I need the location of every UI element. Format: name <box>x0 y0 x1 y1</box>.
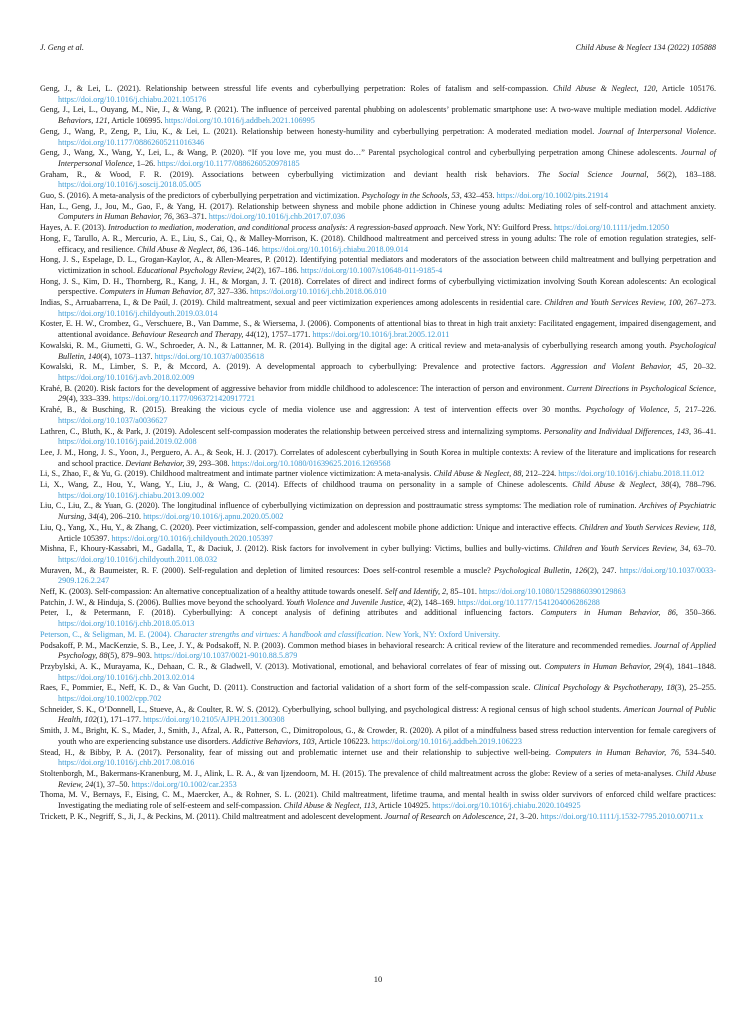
journal-title: Computers in Human Behavior, 76 <box>58 212 172 222</box>
doi-link[interactable]: https://doi.org/10.1177/0963721420917721 <box>112 394 255 404</box>
reference-entry <box>40 319 716 340</box>
reference-text: , Article 106223. <box>314 736 372 746</box>
reference-text: (4), 333–339. <box>66 394 113 404</box>
doi-link[interactable]: https://doi.org/10.1016/j.chb.2013.02.014 <box>58 672 195 682</box>
doi-link[interactable]: https://doi.org/10.1111/j.1532-7795.2010.00711.x <box>540 811 704 821</box>
doi-link[interactable]: https://doi.org/10.1016/j.brat.2005.12.011 <box>312 330 450 340</box>
reference-entry <box>40 277 716 298</box>
doi-link[interactable]: https://doi.org/10.1016/j.addbeh.2021.106995 <box>164 116 315 126</box>
reference-text: Peter, I., & Petermann, F. (2018). Cyberbullying: A concept analysis of defining attributes and additional influencing factors. <box>40 608 541 618</box>
journal-title: Journal of Interpersonal Violence <box>58 148 716 168</box>
linked-book-title[interactable]: Character strengths and virtues: A handbook and classification <box>173 629 382 639</box>
reference-entry <box>40 298 716 319</box>
reference-text: , Article 106995. <box>107 116 165 126</box>
doi-link[interactable]: https://doi.org/10.2105/AJPH.2011.300308 <box>143 715 285 725</box>
journal-title: Computers in Human Behavior, 76 <box>555 747 679 757</box>
reference-text: Han, L., Geng, J., Jou, M., Gao, F., & Yang, H. (2017). Relationship between shyness and mobile phone addiction in Chinese young adults: Mediating roles of self-control and attachment anxiety. <box>40 201 716 211</box>
reference-text: , 267–273. <box>680 298 716 308</box>
reference-text: , 136–146. <box>224 244 262 254</box>
reference-text: Kowalski, R. M., Giumetti, G. W., Schroeder, A. N., & Lattanner, M. R. (2014). Bullying in the digital age: A critical review and meta-analysis of cyberbullying research among youth. <box>40 340 670 350</box>
reference-text: Stoltenborgh, M., Bakermans-Kranenburg, M. J., Alink, L. R. A., & van Ijzendoorn, M. H. (2015). The prevalence of child maltreatment across the globe: Review of a series of meta-analyses. <box>40 769 676 778</box>
reference-entry <box>40 427 716 448</box>
reference-entry <box>40 598 716 609</box>
reference-entry <box>40 544 716 565</box>
reference-text: , 432–453. <box>459 191 497 201</box>
reference-text: , Article 105397. <box>58 522 716 543</box>
journal-title: Journal of Research on Adolescence, 21 <box>384 811 516 821</box>
reference-text: , 85–101. <box>446 587 479 597</box>
reference-text: (4), 788–796. <box>669 480 717 490</box>
reference-entry <box>40 748 716 769</box>
reference-text: , 212–224. <box>521 469 559 479</box>
reference-entry <box>40 170 716 191</box>
reference-text: Lathren, C., Bluth, K., & Park, J. (2019). Adolescent self-compassion moderates the relationship between perceived stress and internalizing symptoms. <box>40 426 544 436</box>
doi-link[interactable]: https://doi.org/10.1016/j.chb.2017.08.016 <box>58 758 195 768</box>
doi-link[interactable]: https://doi.org/10.1016/j.chiabu.2021.105176 <box>58 94 207 104</box>
reference-text: . New York, NY: Guilford Press. <box>445 223 554 233</box>
journal-title: Addictive Behaviors, 121 <box>58 105 716 126</box>
reference-text: Li, X., Wang, Z., Hou, Y., Wang, Y., Liu, J., & Wang, C. (2014). Effects of childhood trauma on personality in a sample of Chinese adolescents. <box>40 480 573 490</box>
doi-link[interactable]: https://doi.org/10.1111/jedm.12050 <box>553 223 670 233</box>
journal-title: Self and Identify, 2 <box>384 587 447 597</box>
reference-text: (1), 171–177. <box>96 715 144 725</box>
journal-title: Psychology in the Schools, 53 <box>361 191 460 201</box>
journal-title: Psychology of Violence, 5 <box>585 405 679 415</box>
reference-text: Thoma, M. V., Bernays, F., Eising, C. M., Maercker, A., & Rohner, S. L. (2021). Child maltreatment, lifetime trauma, and mental health in swiss older survivors of enforced child welfare practices: Investigating the mediating role of self-esteem and self-compassion. <box>40 790 716 811</box>
doi-link[interactable]: https://doi.org/10.1037/0021-9010.88.5.879 <box>153 651 298 661</box>
reference-text: Geng, J., Wang, P., Zeng, P., Liu, K., & Lei, L. (2021). Relationship between honesty-humility and cyberbullying perpetration: A moderated mediation model. <box>40 126 599 136</box>
doi-link[interactable]: Peterson, C., & Seligman, M. E. (2004). <box>40 629 174 639</box>
doi-link[interactable]: https://doi.org/10.1016/j.chiabu.2018.11.012 <box>558 469 705 479</box>
journal-title: Child Abuse Review, 24 <box>58 769 716 789</box>
reference-text: , 36–41. <box>689 426 716 436</box>
journal-title: Child Abuse & Neglect, 120 <box>552 84 656 93</box>
journal-title: Archives of Psychiatric Nursing, 34 <box>58 501 716 522</box>
page-number: 10 <box>373 974 383 984</box>
reference-text: Krahé, B., & Busching, R. (2015). Breaking the vicious cycle of media violence use and aggression: A test of intervention effects over 30 months. <box>40 405 586 415</box>
reference-entry <box>40 362 716 383</box>
reference-entry <box>40 812 716 823</box>
journal-title: Educational Psychology Review, 24 <box>137 265 255 275</box>
journal-title: Deviant Behavior, 39 <box>125 458 195 468</box>
doi-link[interactable]: https://doi.org/10.1037/0033-2909.126.2.247 <box>58 565 717 586</box>
reference-text: Li, S., Zhao, F., & Yu, G. (2019). Childhood maltreatment and intimate partner violence victimization: A meta-analysis. <box>40 469 434 479</box>
journal-title: Children and Youth Services Review, 34 <box>553 544 689 554</box>
doi-link[interactable]: https://doi.org/10.1007/s10648-011-9185-4 <box>300 265 443 275</box>
reference-text: Podsakoff, P. M., MacKenzie, S. B., Lee, J. Y., & Podsakoff, N. P. (2003). Common method biases in behavioral research: A critical review of the literature and recommended remedies. <box>40 640 655 650</box>
journal-title: Aggression and Violent Behavior, 45 <box>550 362 686 372</box>
journal-title: Current Directions in Psychological Science, 29 <box>58 383 716 404</box>
reference-entry <box>40 255 716 276</box>
reference-text: Schneider, S. K., O’Donnell, L., Stueve, A., & Coulter, R. W. S. (2012). Cyberbullying, school bullying, and psychological distress: A regional census of high school students. <box>40 704 624 714</box>
reference-text: , 363–371. <box>171 212 209 222</box>
reference-entry <box>40 501 716 522</box>
journal-title: Psychological Bulletin, 140 <box>58 340 716 361</box>
doi-link[interactable]: https://doi.org/10.1016/j.addbeh.2019.106223 <box>371 736 522 746</box>
reference-text: Patchin, J. W., & Hinduja, S. (2006). Bullies move beyond the schoolyard. <box>40 597 287 607</box>
journal-title: Clinical Psychology & Psychotherapy, 18 <box>533 683 675 693</box>
page-header <box>40 43 716 53</box>
reference-text: , 534–540. <box>678 747 717 757</box>
reference-entry <box>40 523 716 544</box>
reference-text: Hong, F., Tarullo, A. R., Mercurio, A. E., Liu, S., Cai, Q., & Malley-Morrison, K. (2018). Childhood maltreatment and perceived stress in young adults: The role of emotion regulation strategies, self-efficacy, and resilience. <box>40 233 716 254</box>
doi-link[interactable]: https://doi.org/10.1016/j.soscij.2018.05.005 <box>58 180 202 190</box>
reference-text: Smith, J. M., Bright, K. S., Mader, J., Smith, J., Afzal, A. R., Patterson, C., Dimitropolous, G., & Crowder, R. (2020). A pilot of a mindfulness based stress reduction intervention for female caregivers of youth who are experiencing substance use disorders. <box>40 726 716 746</box>
journal-title: Behaviour Research and Therapy, 44 <box>131 330 254 340</box>
reference-text: Hayes, A. F. (2013). <box>40 223 109 233</box>
reference-text: , 293–308. <box>194 458 232 468</box>
reference-text: Hong, J. S., Espelage, D. L., Grogan-Kaylor, A., & Allen-Meares, P. (2012). Identifying potential mediators and moderators of the association between child maltreatment and bullying perpetration and victimization in school. <box>40 255 716 275</box>
doi-link[interactable]: https://doi.org/10.1016/j.childyouth.2020.105397 <box>111 533 273 543</box>
reference-entry <box>40 127 716 148</box>
reference-text: Muraven, M., & Baumeister, R. F. (2000). Self-regulation and depletion of limited resources: Does self-control resemble a muscle? <box>40 565 494 575</box>
journal-title: Child Abuse & Neglect, 113 <box>283 801 376 811</box>
reference-text: . <box>713 126 716 136</box>
reference-text: Przybylski, A. K., Murayama, K., Dehaan, C. R., & Gladwell, V. (2013). Motivational, emotional, and behavioral correlates of fear of missing out. <box>40 661 545 671</box>
journal-title: Children and Youth Services Review, 118 <box>579 522 714 532</box>
reference-entry <box>40 662 716 683</box>
doi-link[interactable]: https://doi.org/10.1002/pits.21914 <box>496 191 609 201</box>
reference-text: Stead, H., & Bibby, P. A. (2017). Personality, fear of missing out and problematic internet use and their relationship to subjective well-being. <box>40 747 556 757</box>
doi-link[interactable]: https://doi.org/10.1016/j.chb.2017.07.036 <box>208 212 346 222</box>
reference-text: , Article 104925. <box>375 801 433 811</box>
reference-text: (12), 1757–1771. <box>253 330 313 340</box>
journal-title: Addictive Behaviors, 103 <box>232 736 315 746</box>
doi-link[interactable]: https://doi.org/10.1080/01639625.2016.1269568 <box>231 458 391 468</box>
reference-text: Hong, J. S., Kim, D. H., Thornberg, R., Kang, J. H., & Morgan, J. T. (2018). Correlates of direct and indirect forms of cyberbullying victimization involving South Korean adolescents: An ecological perspective. <box>40 276 716 297</box>
reference-text: (4), 1841–1848. <box>662 661 717 671</box>
reference-text: Geng, J., Lei, L., Ouyang, M., Nie, J., & Wang, P. (2021). The influence of perceived parental phubbing on adolescents’ problematic smartphone use: A two-wave multiple mediation model. <box>40 105 686 115</box>
reference-text: Graham, R., & Wood, F. R. (2019). Associations between cyberbullying victimization and deviant health risk behaviors. <box>40 169 538 179</box>
reference-text: , 350–366. <box>675 608 717 618</box>
reference-entry <box>40 223 716 234</box>
reference-entry <box>40 790 716 811</box>
reference-entry <box>40 234 716 255</box>
doi-link[interactable]: https://doi.org/10.1177/08862605211016346 <box>58 137 205 147</box>
reference-text: Indias, S., Arruabarrena, I., & De Paúl, J. (2019). Child maltreatment, sexual and peer victimization experiences among adolescents in residential care. <box>40 298 545 308</box>
doi-link[interactable]: https://doi.org/10.1016/j.avb.2018.02.009 <box>58 372 195 382</box>
reference-text: Geng, J., & Lei, L. (2021). Relationship between stressful life events and cyberbullying perpetration: Roles of fatalism and self-compassion. <box>40 84 553 93</box>
reference-entry <box>40 469 716 480</box>
reference-text: (5), 879–903. <box>107 651 154 661</box>
journal-title: Psychological Bulletin, 126 <box>494 565 588 575</box>
reference-text: Geng, J., Wang, X., Wang, Y., Lei, L., & Wang, P. (2020). “If you love me, you must do…” Parental psychological control and cyberbullying perpetration among Chinese adolescents. <box>40 148 681 158</box>
reference-text: Liu, Q., Yang, X., Hu, Y., & Zhang, C. (2020). Peer victimization, self-compassion, gender and adolescent mobile phone addiction: Unique and interactive effects. <box>40 522 580 532</box>
reference-entry <box>40 769 716 790</box>
page-footer <box>0 974 756 984</box>
reference-text: , 1–26. <box>132 158 158 168</box>
running-head-author: J. Geng et al. <box>40 43 84 52</box>
journal-title: Computers in Human Behavior, 87 <box>99 287 214 297</box>
reference-text: (2), 247. <box>587 565 620 575</box>
reference-entry <box>40 448 716 469</box>
reference-entry <box>40 566 716 587</box>
doi-link[interactable]: https://doi.org/10.1016/j.chiabu.2018.09.014 <box>261 244 409 254</box>
reference-text: Neff, K. (2003). Self-compassion: An alternative conceptualization of a healthy attitude towards oneself. <box>40 587 385 597</box>
doi-link[interactable]: https://doi.org/10.1016/j.chiabu.2013.09.002 <box>58 490 205 500</box>
reference-entry <box>40 341 716 362</box>
reference-text: , 20–32. <box>685 362 716 372</box>
reference-text: Mishna, F., Khoury-Kassabri, M., Gadalla, T., & Daciuk, J. (2012). Risk factors for involvement in cyber bullying: Victims, bullies and bully-victims. <box>40 544 554 554</box>
reference-entry <box>40 405 716 426</box>
reference-text: , 3–20. <box>515 811 541 821</box>
reference-text: , 217–226. <box>678 405 716 415</box>
doi-link[interactable]: https://doi.org/10.1016/j.childyouth.2011.08.032 <box>58 554 218 564</box>
reference-text: (2), 183–188. <box>665 169 717 179</box>
reference-entry <box>40 191 716 202</box>
reference-text: Guo, S. (2016). A meta-analysis of the predictors of cyberbullying perpetration and victimization. <box>40 191 362 201</box>
reference-entry <box>40 480 716 501</box>
reference-entry <box>40 683 716 704</box>
references-list <box>40 84 716 823</box>
reference-entry <box>40 148 716 169</box>
journal-title: Introduction to mediation, moderation, and conditional process analysis: A regression-based approach <box>108 223 446 233</box>
reference-text: (3), 25–255. <box>674 683 716 693</box>
reference-text: Krahé, B. (2020). Risk factors for the development of aggressive behavior from middle childhood to adolescence: The interaction of person and environment. <box>40 383 567 393</box>
journal-title: Child Abuse & Neglect, 86 <box>137 244 225 254</box>
reference-text: (2), 148–169. <box>411 597 458 607</box>
reference-entry <box>40 726 716 747</box>
reference-text: Liu, C., Liu, Z., & Yuan, G. (2020). The longitudinal influence of cyberbullying victimization on depression and posttraumatic stress symptoms: The mediation role of rumination. <box>40 501 640 511</box>
doi-link[interactable]: https://doi.org/10.1016/j.childyouth.2019.03.014 <box>58 308 218 318</box>
journal-title: Personality and Individual Differences, 143 <box>543 426 690 436</box>
doi-link[interactable]: https://doi.org/10.1002/cpp.702 <box>58 694 162 704</box>
reference-text: , 63–70. <box>688 544 716 554</box>
doi-link[interactable]: https://doi.org/10.1037/a0035618 <box>154 351 265 361</box>
doi-link[interactable]: https://doi.org/10.1002/car.2353 <box>131 779 237 789</box>
reference-text: (4), 1073–1137. <box>100 351 155 361</box>
journal-title: Children and Youth Services Review, 100 <box>544 298 681 308</box>
reference-text: (2), 167–186. <box>254 265 301 275</box>
journal-title: Child Abuse & Neglect, 88 <box>433 469 522 479</box>
running-head-journal: Child Abuse & Neglect 134 (2022) 105888 <box>575 43 716 52</box>
doi-link[interactable]: https://doi.org/10.1016/j.chb.2018.05.013 <box>58 619 195 629</box>
reference-text: Trickett, P. K., Negriff, S., Ji, J., & Peckins, M. (2011). Child maltreatment and adolescent development. <box>40 811 385 821</box>
reference-entry <box>40 608 716 629</box>
journal-title: Journal of Interpersonal Violence <box>598 126 714 136</box>
journal-title: The Social Science Journal, 56 <box>537 169 666 179</box>
reference-entry <box>40 705 716 726</box>
reference-entry <box>40 202 716 223</box>
doi-link[interactable]: https://doi.org/10.1016/j.chiabu.2020.104925 <box>432 801 581 811</box>
reference-entry <box>40 105 716 126</box>
journal-title: Computers in Human Behavior, 86 <box>540 608 676 618</box>
doi-link[interactable]: https://doi.org/10.1177/1541204006286288 <box>457 597 600 607</box>
doi-link[interactable]: . New York, NY: Oxford University. <box>381 629 501 639</box>
reference-text: , 327–336. <box>213 287 251 297</box>
reference-entry <box>40 384 716 405</box>
journal-title: Journal of Applied Psychology, 88 <box>58 640 716 661</box>
reference-text: Koster, E. H. W., Crombez, G., Verschuere, B., Van Damme, S., & Wiersema, J. (2006). Components of attentional bias to threat in high trait anxiety: Facilitated engagement, impaired disengagement, and attentional avoidance. <box>40 319 716 340</box>
reference-text: Kowalski, R. M., Limber, S. P., & Mccord, A. (2019). A developmental approach to cyberbullying: Prevalence and protective factors. <box>40 362 551 372</box>
doi-link[interactable]: https://doi.org/10.1016/j.chb.2018.06.010 <box>250 287 387 297</box>
doi-link[interactable]: https://doi.org/10.1177/0886260520978185 <box>157 158 300 168</box>
journal-title: American Journal of Public Health, 102 <box>58 704 716 725</box>
doi-link[interactable]: https://doi.org/10.1080/15298860390129863 <box>478 587 626 597</box>
reference-text: Raes, F., Pommier, E., Neff, K. D., & Van Gucht, D. (2011). Construction and factorial validation of a short form of the self-compassion scale. <box>40 683 534 693</box>
journal-title: Youth Violence and Juvenile Justice, 4 <box>286 597 412 607</box>
reference-text: (1), 37–50. <box>93 779 132 789</box>
reference-text: , Article 105176. <box>655 84 716 93</box>
doi-link[interactable]: https://doi.org/10.1037/a0036627 <box>58 415 168 425</box>
reference-text: Lee, J. M., Hong, J. S., Yoon, J., Perguero, A. A., & Seok, H. J. (2017). Correlates of adolescent cyberbullying in South Korea in multiple contexts: A review of the literature and implications for research and school practice. <box>40 447 716 468</box>
reference-entry <box>40 641 716 662</box>
reference-entry <box>40 587 716 598</box>
reference-text: (4), 206–210. <box>96 512 144 522</box>
doi-link[interactable]: https://doi.org/10.1016/j.paid.2019.02.008 <box>58 437 197 447</box>
reference-entry <box>40 630 716 641</box>
reference-entry <box>40 84 716 105</box>
doi-link[interactable]: https://doi.org/10.1016/j.apnu.2020.05.002 <box>143 512 284 522</box>
journal-title: Computers in Human Behavior, 29 <box>544 661 663 671</box>
journal-title: Child Abuse & Neglect, 38 <box>572 480 670 490</box>
